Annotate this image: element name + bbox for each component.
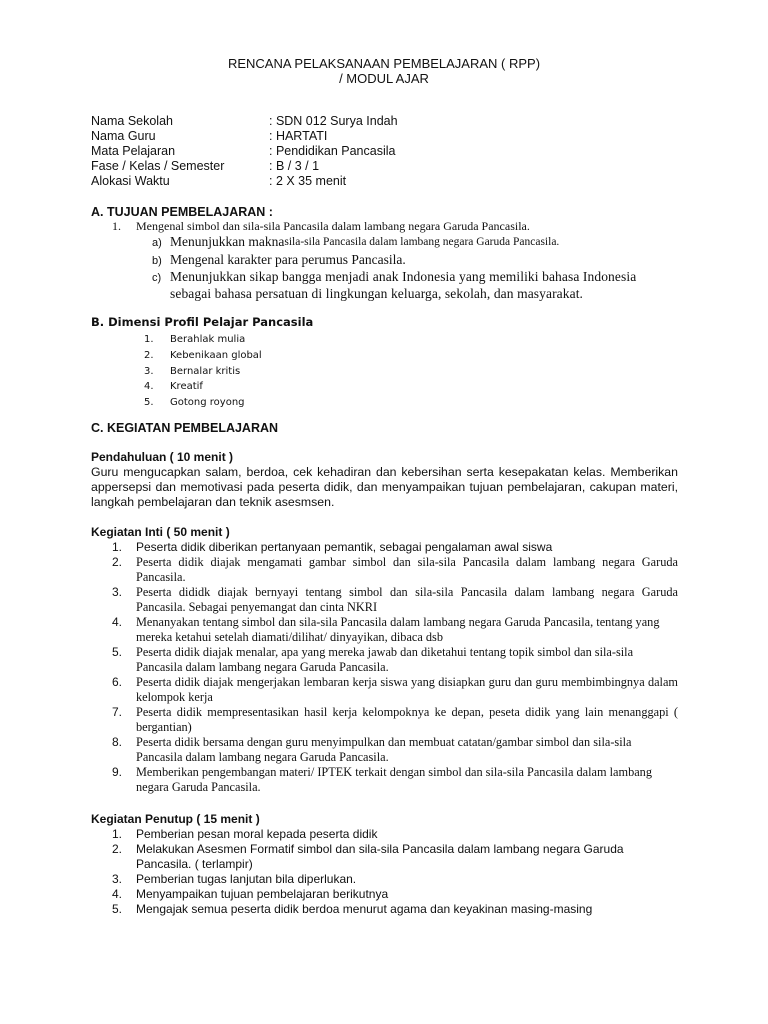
- title-line-2: / MODUL AJAR: [339, 71, 429, 86]
- identity-row: [91, 129, 398, 144]
- list-text: Pemberian tugas lanjutan bila diperlukan.: [136, 872, 357, 886]
- list-number: 5.: [112, 902, 123, 916]
- section-b-heading: B. Dimensi Profil Pelajar Pancasila: [91, 315, 314, 329]
- list-text: Memberikan pengembangan materi/ IPTEK terkait dengan simbol dan sila-sila Pancasila dalam lambang negara Garuda Pancasila.: [136, 765, 652, 794]
- kegiatan-inti-heading: Kegiatan Inti ( 50 menit ): [91, 525, 230, 539]
- list-number: 3.: [112, 585, 123, 599]
- list-number: 6.: [112, 675, 123, 689]
- list-number: 8.: [112, 735, 123, 749]
- list-number: 2.: [112, 555, 123, 569]
- list-text-lead: Menunjukkan makna: [170, 234, 285, 249]
- list-text: Pemberian pesan moral kepada peserta didik: [136, 827, 378, 841]
- identity-value: : B / 3 / 1: [269, 159, 320, 173]
- identity-row: [91, 114, 398, 129]
- list-number: 1.: [144, 334, 154, 345]
- list-text: Peserta didik diberikan pertanyaan pemantik, sebagai pengalaman awal siswa: [136, 540, 553, 554]
- list-item: [144, 364, 262, 380]
- identity-label: Nama Sekolah: [91, 114, 173, 128]
- list-item: [112, 585, 678, 615]
- list-text: Peserta didik diajak menalar, apa yang mereka jawab dan diketahui tentang topik simbol dan sila-sila Pancasila dalam lambang negara Garuda Pancasila.: [136, 645, 634, 674]
- section-a-subitems: [152, 234, 692, 302]
- list-text: Kreatif: [170, 381, 203, 393]
- list-number: 7.: [112, 705, 123, 719]
- list-item: [112, 705, 678, 735]
- list-text: Berahlak mulia: [170, 334, 246, 345]
- list-item: [112, 555, 678, 585]
- kegiatan-penutup-list: [112, 827, 678, 917]
- list-number: 1.: [112, 219, 121, 233]
- list-letter: b): [152, 255, 162, 267]
- list-item: [144, 395, 262, 411]
- list-number: 2.: [112, 842, 123, 856]
- list-number: 5.: [112, 645, 123, 659]
- section-c-heading: C. KEGIATAN PEMBELAJARAN: [91, 421, 279, 435]
- list-number: 1.: [112, 827, 123, 841]
- list-item: [152, 234, 692, 251]
- list-text: Peserta didik mempresentasikan hasil kerja kelompoknya ke depan, peseta didik yang lain menanggapi ( bergantian): [136, 705, 678, 734]
- identity-block: [91, 114, 398, 189]
- list-text-lead: Mengenal karakter para perumus Pancasila.: [170, 252, 406, 267]
- kegiatan-inti-list: [112, 540, 678, 795]
- pendahuluan-heading: Pendahuluan ( 10 menit ): [91, 450, 234, 464]
- identity-row: [91, 144, 398, 159]
- list-item: [112, 615, 678, 645]
- list-number: 9.: [112, 765, 123, 779]
- list-number: 1.: [112, 540, 123, 554]
- identity-value: : SDN 012 Surya Indah: [269, 114, 398, 128]
- list-text: Mengajak semua peserta didik berdoa menurut agama dan keyakinan masing-masing: [136, 902, 593, 916]
- list-letter: a): [152, 237, 162, 249]
- list-text: Peserta didik bersama dengan guru menyimpulkan dan membuat catatan/gambar simbol dan sila-sila Pancasila dalam lambang negara Garuda Pancasila.: [136, 735, 632, 764]
- document-title: [0, 56, 768, 86]
- list-text: Bernalar kritis: [170, 365, 241, 377]
- identity-value: : Pendidikan Pancasila: [269, 144, 396, 158]
- list-text-lead: Menunjukkan sikap bangga menjadi anak Indonesia yang memiliki bahasa Indonesia sebagai bahasa persatuan di lingkungan keluarga, sekolah, dan masyarakat.: [170, 269, 637, 301]
- list-text: Menanyakan tentang simbol dan sila-sila Pancasila dalam lambang negara Garuda Pancasila, tentang yang mereka ketahui setelah diamati/dilihat/ dinyayikan, dibaca dsb: [136, 615, 660, 644]
- list-item: [112, 872, 678, 887]
- section-b-list: [144, 332, 262, 411]
- list-number: 5.: [144, 397, 154, 409]
- pendahuluan-text: Guru mengucapkan salam, berdoa, cek kehadiran dan kebersihan serta kesepakatan kelas. Memberikan appersepsi dan memotivasi pada peserta didik, dan menyampaikan tujuan pembelajaran, cakupan materi, langkah pembelajaran dan teknik asesmsen.: [91, 465, 678, 509]
- list-text: Gotong royong: [170, 397, 245, 409]
- kegiatan-penutup-heading: Kegiatan Penutup ( 15 menit ): [91, 812, 260, 826]
- list-item: [112, 645, 678, 675]
- title-line-1: RENCANA PELAKSANAAN PEMBELAJARAN ( RPP): [227, 56, 541, 71]
- identity-value: : 2 X 35 menit: [269, 174, 347, 188]
- list-text: Menyampaikan tujuan pembelajaran berikutnya: [136, 887, 389, 901]
- list-item: [112, 887, 678, 902]
- section-a-item-1: [112, 219, 692, 233]
- identity-label: Nama Guru: [91, 129, 156, 143]
- list-text: Peserta didik diajak mengamati gambar simbol dan sila-sila Pancasila dalam lambang negara Garuda Pancasila.: [136, 555, 678, 584]
- list-item: [112, 827, 678, 842]
- list-number: 2.: [144, 349, 154, 361]
- list-item: [144, 332, 262, 348]
- list-number: 4.: [144, 381, 154, 393]
- list-number: 3.: [144, 365, 154, 377]
- identity-row: [91, 174, 398, 189]
- list-text: Peserta didik diajak mengerjakan lembaran kerja siswa yang disiapkan guru dan guru membimbingnya dalam kelompok kerja: [136, 675, 678, 704]
- list-item: [112, 902, 678, 917]
- list-text: Mengenal simbol dan sila-sila Pancasila dalam lambang negara Garuda Pancasila.: [136, 219, 530, 233]
- list-item: [144, 348, 262, 364]
- list-number: 3.: [112, 872, 123, 886]
- list-item: [112, 675, 678, 705]
- list-text: sila-sila Pancasila dalam lambang negara Garuda Pancasila.: [284, 236, 560, 248]
- list-item: [152, 269, 692, 302]
- list-item: [152, 252, 692, 269]
- section-a-heading: A. TUJUAN PEMBELAJARAN :: [91, 205, 273, 219]
- list-number: 4.: [112, 615, 123, 629]
- identity-label: Fase / Kelas / Semester: [91, 159, 225, 173]
- list-item: [112, 765, 678, 795]
- list-text: Peserta dididk diajak bernyayi tentang simbol dan sila-sila Pancasila dalam lambang negara Garuda Pancasila. Sebagai penyemangat dan cinta NKRI: [136, 585, 678, 614]
- identity-value: : HARTATI: [269, 129, 328, 143]
- list-number: 4.: [112, 887, 123, 901]
- list-item: [112, 842, 678, 872]
- identity-label: Alokasi Waktu: [91, 174, 170, 188]
- list-letter: c): [152, 272, 162, 284]
- list-item: [112, 540, 678, 555]
- identity-label: Mata Pelajaran: [91, 144, 176, 158]
- list-text: Kebenikaan global: [170, 349, 262, 361]
- list-item: [144, 379, 262, 395]
- identity-row: [91, 159, 398, 174]
- list-item: [112, 735, 678, 765]
- list-text: Melakukan Asesmen Formatif simbol dan sila-sila Pancasila dalam lambang negara Garuda Pancasila. ( terlampir): [136, 842, 624, 871]
